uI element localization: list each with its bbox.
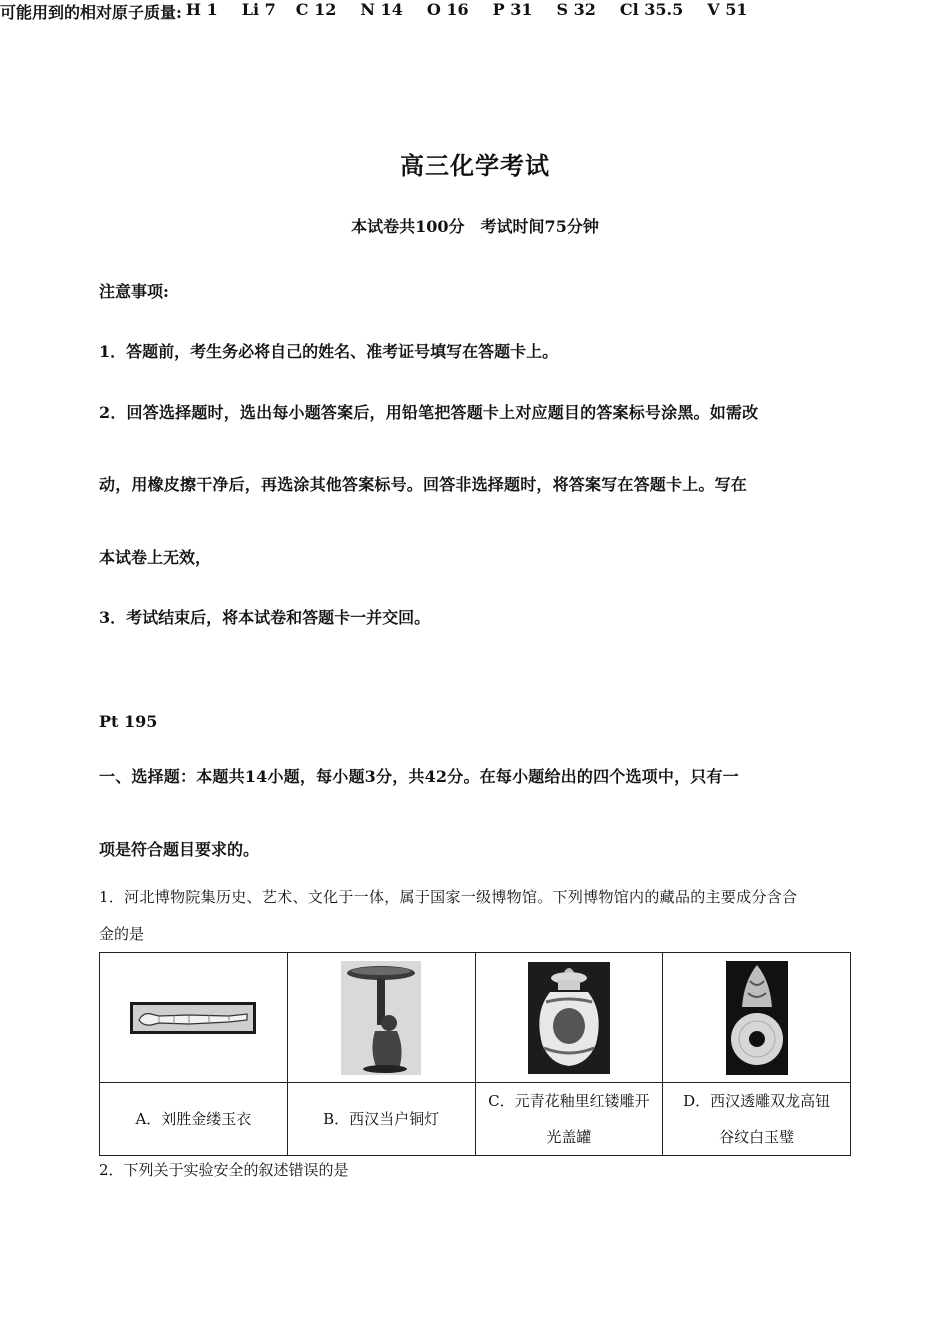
- option-c-label: C．元青花釉里红镂雕开: [488, 1092, 650, 1110]
- option-c[interactable]: [475, 1083, 663, 1156]
- option-d-label-cont: 谷纹白玉璧: [719, 1128, 795, 1146]
- mass-s: S 32: [556, 0, 596, 19]
- section-1-heading-cont: 项是符合题目要求的。: [99, 840, 260, 859]
- mass-n: N 14: [360, 0, 403, 19]
- notice-item-2-end: 本试卷上无效，: [99, 548, 212, 567]
- mass-cl: Cl 35.5: [619, 0, 684, 19]
- question-1-options-table: [99, 952, 851, 1156]
- section-1-heading: 一、选择题：本题共14小题，每小题3分，共42分。在每小题给出的四个选项中，只有一: [99, 767, 739, 786]
- option-d-image-cell: [663, 953, 851, 1083]
- page-title: 高三化学考试: [400, 151, 550, 180]
- option-b-label: B．西汉当户铜灯: [323, 1110, 440, 1128]
- option-c-image-cell: [475, 953, 663, 1083]
- option-d[interactable]: [663, 1083, 851, 1156]
- option-a-image-cell: [100, 953, 288, 1083]
- mass-h: H 1: [185, 0, 218, 19]
- porcelain-jar-image: [528, 962, 610, 1074]
- mass-c: C 12: [295, 0, 337, 19]
- notice-item-2: 2．回答选择题时，选出每小题答案后，用铅笔把答题卡上对应题目的答案标号涂黑。如需改: [99, 403, 759, 422]
- option-c-label-cont: 光盖罐: [546, 1128, 592, 1146]
- mass-p: P 31: [492, 0, 533, 19]
- mass-li: Li 7: [241, 0, 276, 19]
- mass-v: V 51: [707, 0, 748, 19]
- question-1-stem-cont: 金的是: [99, 925, 145, 943]
- atomic-masses-label: 可能用到的相对原子质量:: [0, 3, 182, 22]
- option-b-image-cell: [287, 953, 475, 1083]
- option-b[interactable]: [287, 1083, 475, 1156]
- option-d-label: D．西汉透雕双龙高钮: [683, 1092, 831, 1110]
- exam-info: 本试卷共100分 考试时间75分钟: [351, 217, 599, 236]
- notice-item-3: 3．考试结束后，将本试卷和答题卡一并交回。: [99, 608, 431, 627]
- question-1-stem: 1．河北博物院集历史、艺术、文化于一体，属于国家一级博物馆。下列博物馆内的藏品的主要成分含合: [99, 888, 798, 906]
- notice-item-1: 1．答题前，考生务必将自己的姓名、准考证号填写在答题卡上。: [99, 342, 559, 361]
- mass-pt: Pt 195: [99, 712, 158, 731]
- jade-burial-suit-image: [129, 998, 257, 1038]
- notice-heading: 注意事项:: [99, 282, 169, 301]
- option-a[interactable]: [100, 1083, 288, 1156]
- notice-item-2-cont: 动，用橡皮擦干净后，再选涂其他答案标号。回答非选择题时，将答案写在答题卡上。写在: [99, 475, 748, 494]
- bronze-lamp-image: [341, 961, 421, 1075]
- atomic-masses: [0, 0, 950, 23]
- option-a-label: A．刘胜金缕玉衣: [135, 1110, 252, 1128]
- jade-bi-disc-image: [726, 961, 788, 1075]
- mass-o: O 16: [426, 0, 469, 19]
- question-2-stem: 2．下列关于实验安全的叙述错误的是: [99, 1161, 349, 1179]
